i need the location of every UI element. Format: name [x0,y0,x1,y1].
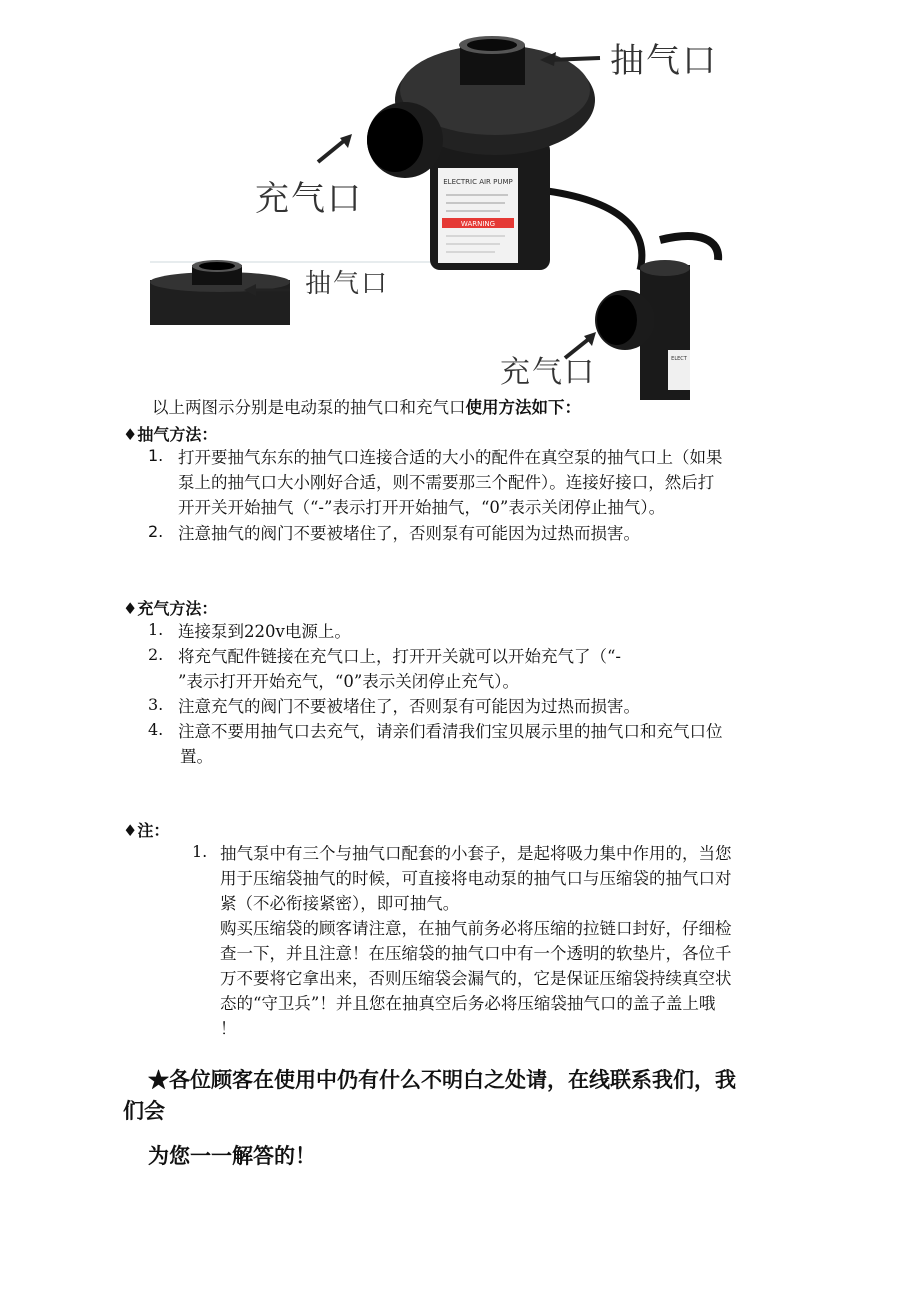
closing-line-2: 们会 [123,1098,165,1123]
note-line-2: 用于压缩袋抽气的时候，可直接将电动泵的抽气口与压缩袋的抽气口对 [220,869,732,888]
suction-item-1-line-1: 打开要抽气东东的抽气口连接合适的大小的配件在真空泵的抽气口上（如果 [178,448,723,467]
product-figure [0,0,920,400]
small-pump-top-photo [150,260,290,325]
right-pump-photo [595,260,690,400]
note-line-1: 抽气泵中有三个与抽气口配套的小套子，是起将吸力集中作用的，当您 [220,844,732,863]
inflate-item-2-line-2: ”表示打开开始充气，“0”表示关闭停止充气）。 [178,672,520,691]
inflate-item-4-num: 4. [148,720,164,739]
inflate-item-2-num: 2. [148,645,164,664]
inflate-item-1-num: 1. [148,620,164,639]
air-pump-illustration [0,0,920,400]
inflate-item-4-line-1: 注意不要用抽气口去充气，请亲们看清我们宝贝展示里的抽气口和充气口位 [178,722,723,741]
label-inflate-left: 充气口 [255,179,363,219]
note-line-5: 查一下，并且注意！在压缩袋的抽气口中有一个透明的软垫片，各位千 [220,944,732,963]
label-suction-top: 抽气口 [610,41,718,81]
intro-line [152,396,581,420]
power-cord-plug [660,236,718,260]
note-item-1-num: 1. [192,842,208,861]
note-line-4: 购买压缩袋的顾客请注意，在抽气前务必将压缩的拉链口封好，仔细检 [220,919,732,938]
inflate-item-1-line-1: 连接泵到220v电源上。 [178,622,351,641]
label-inflate-right: 充气口 [500,355,596,390]
intro-bold: 使用方法如下： [465,398,581,417]
suction-item-2-line-1: 注意抽气的阀门不要被堵住了，否则泵有可能因为过热而损害。 [178,524,640,543]
suction-item-1-line-3: 开开关开始抽气（“-”表示打开开始抽气，“0”表示关闭停止抽气）。 [178,498,666,517]
power-cord [540,190,642,270]
svg-text:ELECTRIC AIR PUMP: ELECTRIC AIR PUMP [443,178,513,186]
closing-line-1: ★各位顾客在使用中仍有什么不明白之处请，在线联系我们，我 [148,1067,736,1092]
svg-text:ELECT: ELECT [671,356,687,362]
arrow-suction-top [548,58,600,60]
inflate-item-3-line-1: 注意充气的阀门不要被堵住了，否则泵有可能因为过热而损害。 [178,697,640,716]
inflate-item-3-num: 3. [148,695,164,714]
inflate-item-4-line-2: 置。 [180,747,213,766]
suction-title: ♦抽气方法： [123,425,218,444]
label-suction-small: 抽气口 [305,269,390,299]
inflate-title: ♦充气方法： [123,599,218,618]
svg-text:WARNING: WARNING [460,220,496,228]
intro-text: 以上两图示分别是电动泵的抽气口和充气口 [152,398,466,417]
note-line-8: ！ [220,1019,237,1038]
arrow-inflate-left [318,140,345,162]
note-line-7: 态的“守卫兵”！并且您在抽真空后务必将压缩袋抽气口的盖子盖上哦 [220,994,716,1013]
note-line-3: 紧（不必衔接紧密），即可抽气。 [220,894,460,913]
suction-item-2-num: 2. [148,522,164,541]
suction-item-1-line-2: 泵上的抽气口大小刚好合适，则不需要那三个配件）。连接好接口，然后打 [178,473,715,492]
inflate-item-2-line-1: 将充气配件链接在充气口上，打开开关就可以开始充气了（“- [178,647,622,666]
closing-line-3: 为您一一解答的！ [148,1143,316,1168]
suction-item-1-num: 1. [148,446,164,465]
note-line-6: 万不要将它拿出来，否则压缩袋会漏气的，它是保证压缩袋持续真空状 [220,969,732,988]
note-title: ♦注： [123,821,170,840]
